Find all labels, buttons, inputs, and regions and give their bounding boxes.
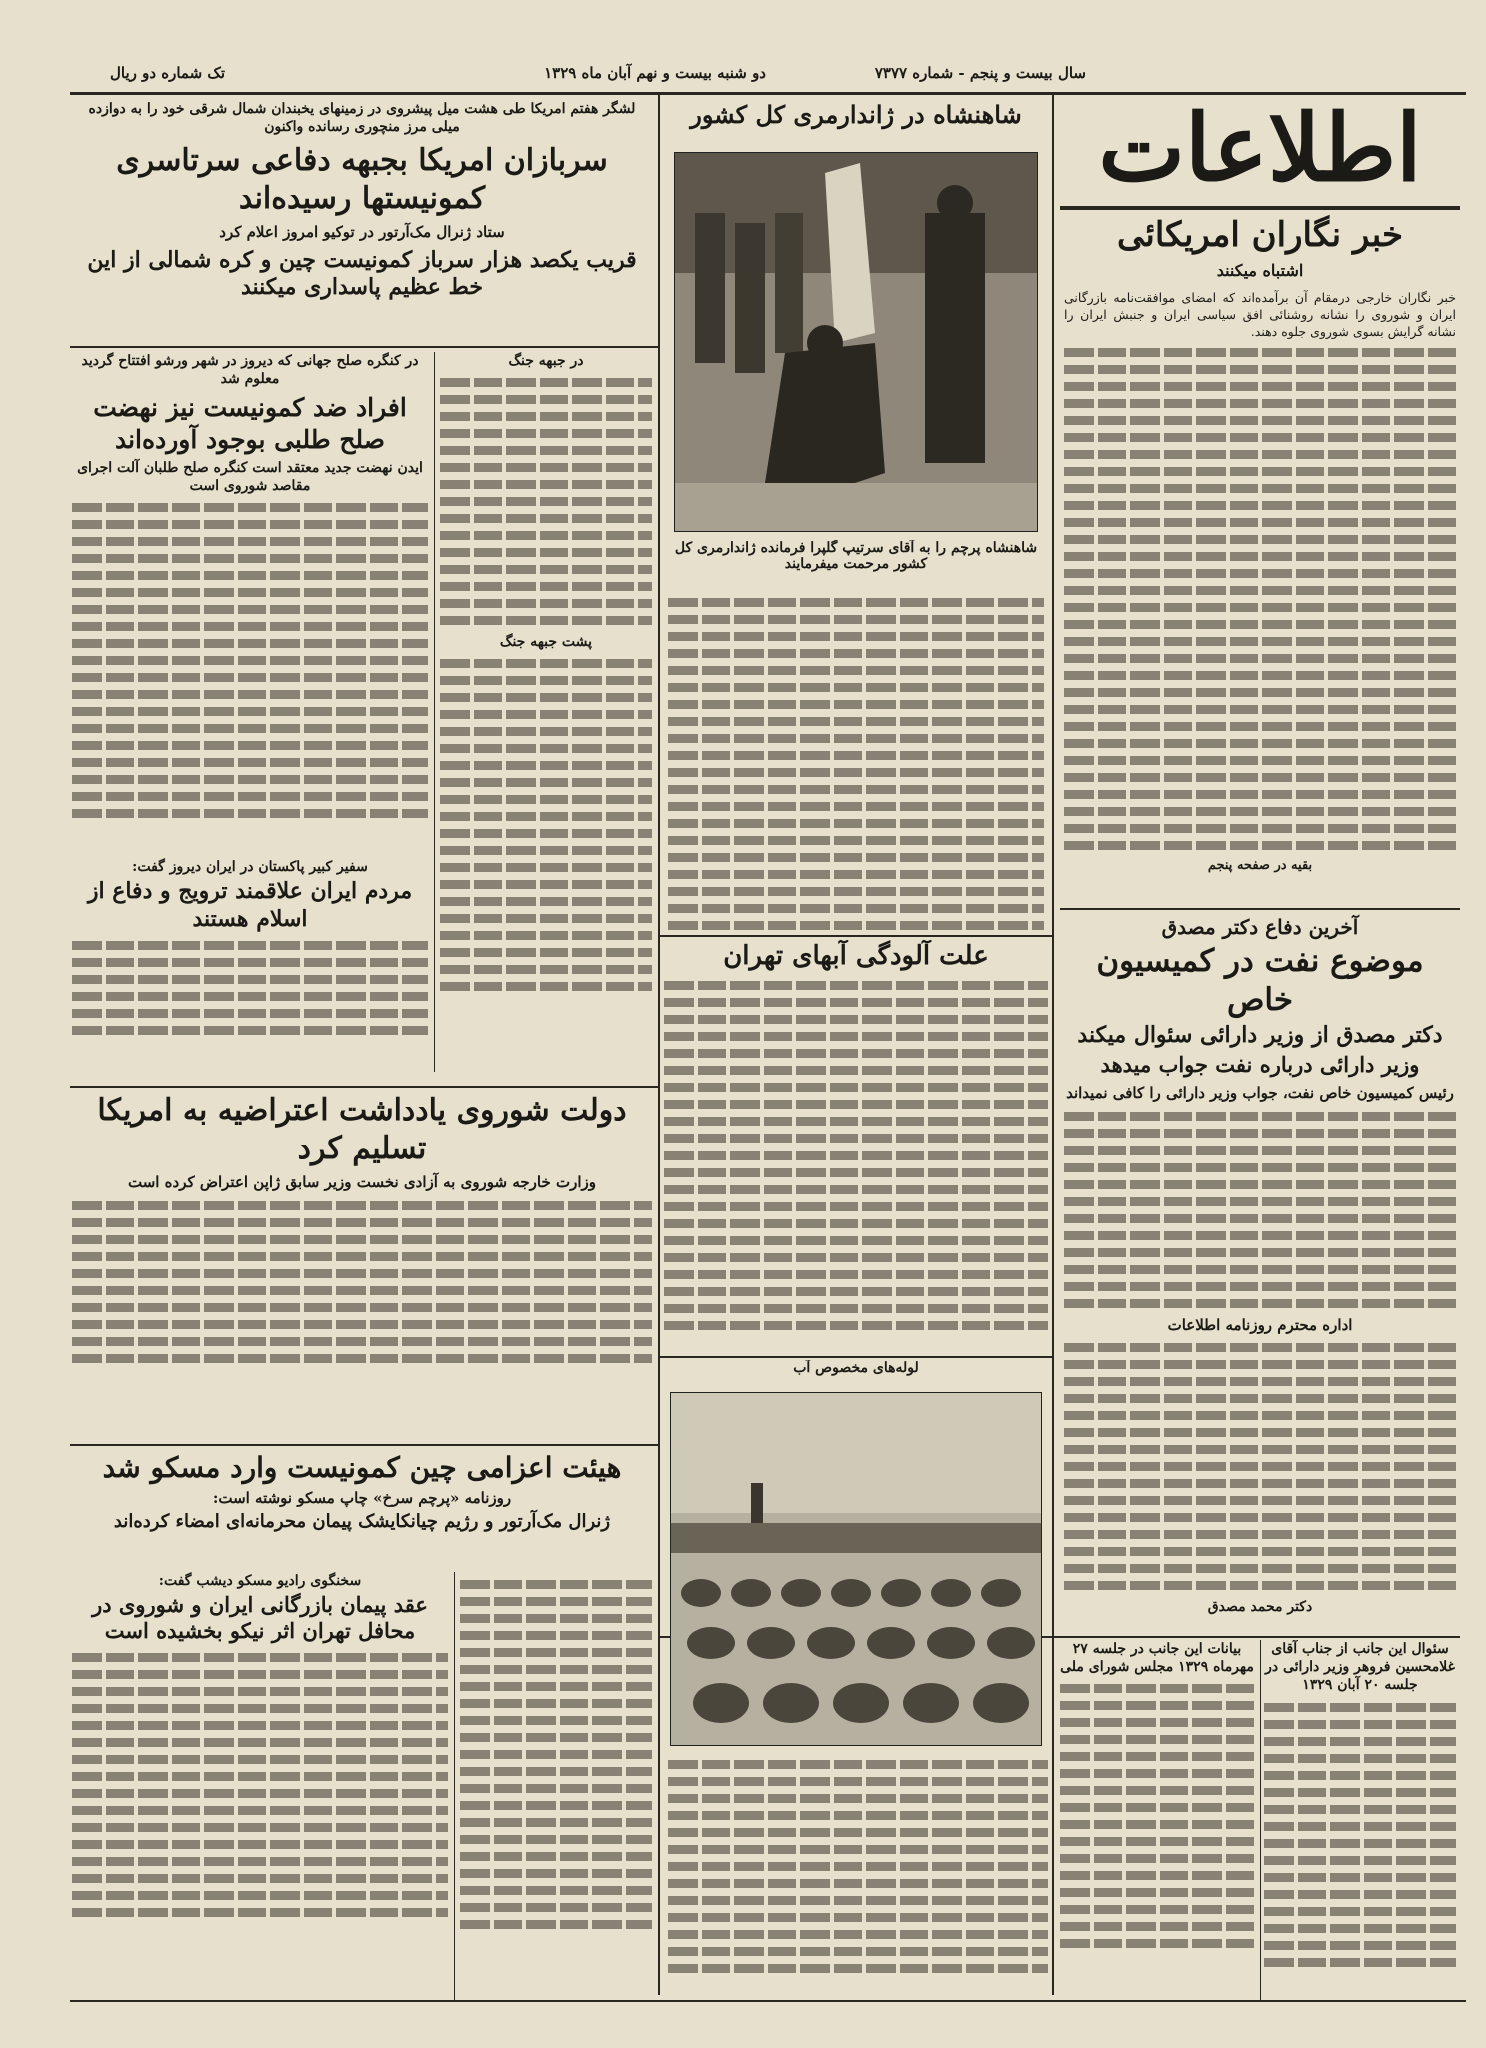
water-headline: علت آلودگی آبهای تهران: [723, 941, 989, 971]
article-text-block: [72, 1653, 448, 1917]
photo-headline: شاهنشاه در ژاندارمری کل کشور: [690, 100, 1022, 129]
masthead-rule: [1060, 206, 1460, 210]
article-body: خبر نگاران خارجی درمقام آن برآمده‌اند که امضای موافقت‌نامه بازرگانی ایران و شوروی را نشانه روشنائی افق سیاسی ایران و جنبش ایران را نشانه گرایش بسوی شوروی جلوه دهند.: [1064, 290, 1456, 340]
china-subhead: روزنامه «پرچم سرخ» چاپ مسکو نوشته است:: [212, 1489, 512, 1507]
article-text-block: [440, 659, 652, 991]
masthead-box: [1060, 96, 1460, 206]
article-headline: خبر نگاران امریکائی: [1117, 215, 1403, 255]
article-text-block: [72, 503, 428, 818]
article-text-block: [1060, 1684, 1254, 1948]
shah-photo-header: [664, 100, 1048, 150]
article-text-block: [1064, 348, 1456, 850]
mosaddegh-subhead-3: رئیس کمیسیون خاص نفت، جواب وزیر دارائی را کافی نمیداند: [1066, 1084, 1454, 1103]
section-rule: [660, 935, 1052, 937]
korea-note: ستاد ژنرال مک‌آرتور در توکیو امروز اعلام کرد: [219, 223, 505, 242]
section-rule: [660, 1356, 1052, 1358]
article-text-block: [668, 598, 1044, 930]
statement-headline: بیانات این جانب در جلسه ۲۷ مهرماه ۱۳۲۹ مجلس شورای ملی: [1060, 1641, 1254, 1676]
article-text-block: [1264, 1703, 1456, 1967]
gendarmerie-article: [668, 590, 1044, 930]
article-text-block: [72, 941, 428, 1035]
photo-caption-box: [664, 540, 1048, 580]
article-text-block: [440, 378, 652, 625]
front-head: در جبهه جنگ: [508, 353, 584, 369]
soviet-note-article: [72, 1092, 652, 1432]
korea-subhead: قریب یکصد هزار سرباز کمونیست چین و کره شمالی از این خط عظیم پاسداری میکنند: [87, 246, 637, 301]
peace-subhead: ایدن نهضت جدید معتقد است کنگره صلح طلبان آلت اجرای مقاصد شوروی است: [77, 459, 423, 495]
bottom-rule: [70, 2000, 1466, 2002]
pipes-caption: لوله‌های مخصوص آب: [793, 1360, 919, 1376]
top-rule: [70, 92, 1466, 95]
masthead: اطلاعات: [1098, 96, 1422, 202]
mosaddegh-subhead: دکتر مصدق از وزیر دارائی سئوال میکند: [1077, 1021, 1443, 1048]
korea-headline: سربازان امریکا بجبهه دفاعی سرتاسری کمونیستها رسیده‌اند: [116, 143, 608, 216]
issue-date: دو شنبه بیست و نهم آبان ماه ۱۳۲۹: [544, 64, 766, 82]
peace-congress-article: [72, 352, 428, 852]
china-subhead-2: ژنرال مک‌آرتور و رژیم چیانکایشک پیمان محرمانه‌ای امضاء کرده‌اند: [113, 1510, 611, 1532]
pipes-header: [664, 1360, 1048, 1390]
photo-caption: شاهنشاه پرچم را به آقای سرتیپ گلپرا فرمانده ژاندارمری کل کشور مرحمت میفرمایند: [674, 540, 1038, 572]
korea-kicker: لشگر هفتم امریکا طی هشت میل پیشروی در زمینهای یخبندان شمال شرقی خود را به دوازده میلی مرز منچوری رسانده واکنون: [88, 101, 636, 136]
mosaddegh-kicker: آخرین دفاع دکتر مصدق: [1161, 915, 1359, 939]
article-text-block: [1064, 1112, 1456, 1308]
column-rule: [454, 1572, 455, 2000]
section-rule: [1060, 908, 1460, 910]
peace-kicker: در کنگره صلح جهانی که دیروز در شهر ورشو افتتاح گردید معلوم شد: [81, 353, 419, 388]
soviet-headline: دولت شوروی یادداشت اعتراضیه به امریکا تسلیم کرد: [97, 1093, 627, 1166]
china-headline: هیئت اعزامی چین کمونیست وارد مسکو شد: [102, 1451, 622, 1484]
water-pollution-article: [664, 940, 1048, 1360]
war-front-article: [440, 352, 652, 1072]
korea-front-article: [72, 100, 652, 340]
american-journalists-article: [1064, 214, 1456, 904]
pakistan-headline: مردم ایران علاقمند ترویج و دفاع از اسلام هستند: [87, 878, 413, 932]
continue-note: بقیه در صفحه پنجم: [1207, 858, 1313, 874]
dateline: [70, 58, 1466, 90]
column-rule: [658, 95, 660, 1995]
soviet-subhead: وزارت خارجه شوروی به آزادی نخست وزیر سابق ژاپن اعتراض کرده است: [127, 1173, 596, 1191]
peace-headline: افراد ضد کمونیست نیز نهضت صلح طلبی بوجود آورده‌اند: [93, 393, 407, 454]
pipes-photo-image: [671, 1393, 1041, 1745]
shah-photo-image: [675, 153, 1037, 531]
article-text-block: [72, 1201, 652, 1363]
column-rule: [434, 352, 435, 1072]
behind-front-head: پشت جبهه جنگ: [499, 634, 593, 651]
article-text-block: [460, 1580, 652, 1929]
mosaddegh-subhead-2: وزیر دارائی درباره نفت جواب میدهد: [1100, 1052, 1420, 1077]
pakistan-article: [72, 858, 428, 1078]
pipes-photo: [670, 1392, 1042, 1746]
shah-photo: [674, 152, 1038, 532]
moscow-news-article: [460, 1572, 652, 2002]
volume-number: سال بیست و پنجم - شماره ۷۳۷۷: [874, 64, 1086, 82]
question-article: [1264, 1640, 1456, 2010]
question-headline: سئوال این جانب از جناب آقای غلامحسین فروهر وزیر دارائی در جلسه ۲۰ آبان ۱۳۲۹: [1265, 1641, 1455, 1694]
office-salutation: اداره محترم روزنامه اطلاعات: [1167, 1315, 1353, 1334]
issue-price: تک شماره دو ریال: [110, 64, 225, 82]
mosaddegh-article: [1064, 914, 1456, 1634]
trade-headline: عقد پیمان بازرگانی ایران و شوروی در محافل تهران اثر نیکو بخشیده است: [92, 1592, 428, 1644]
column-rule: [1052, 95, 1054, 1995]
section-rule: [70, 346, 658, 348]
section-rule: [70, 1086, 658, 1088]
column-rule: [1260, 1640, 1261, 2000]
article-subhead: اشتباه میکنند: [1216, 260, 1304, 280]
article-text-block: [668, 1760, 1048, 1973]
china-delegation-article: [72, 1450, 652, 1570]
pipes-article: [668, 1752, 1048, 2002]
article-text-block: [1064, 1343, 1456, 1590]
section-rule: [70, 1444, 658, 1446]
signature: دکتر محمد مصدق: [1207, 1599, 1313, 1616]
trade-kicker: سخنگوی رادیو مسکو دیشب گفت:: [158, 1573, 362, 1589]
article-text-block: [664, 981, 1048, 1330]
statement-article: [1060, 1640, 1254, 2010]
pakistan-kicker: سفیر کبیر پاکستان در ایران دیروز گفت:: [132, 859, 368, 875]
mosaddegh-headline: موضوع نفت در کمیسیون خاص: [1096, 943, 1424, 1018]
trade-pact-article: [72, 1572, 448, 2002]
